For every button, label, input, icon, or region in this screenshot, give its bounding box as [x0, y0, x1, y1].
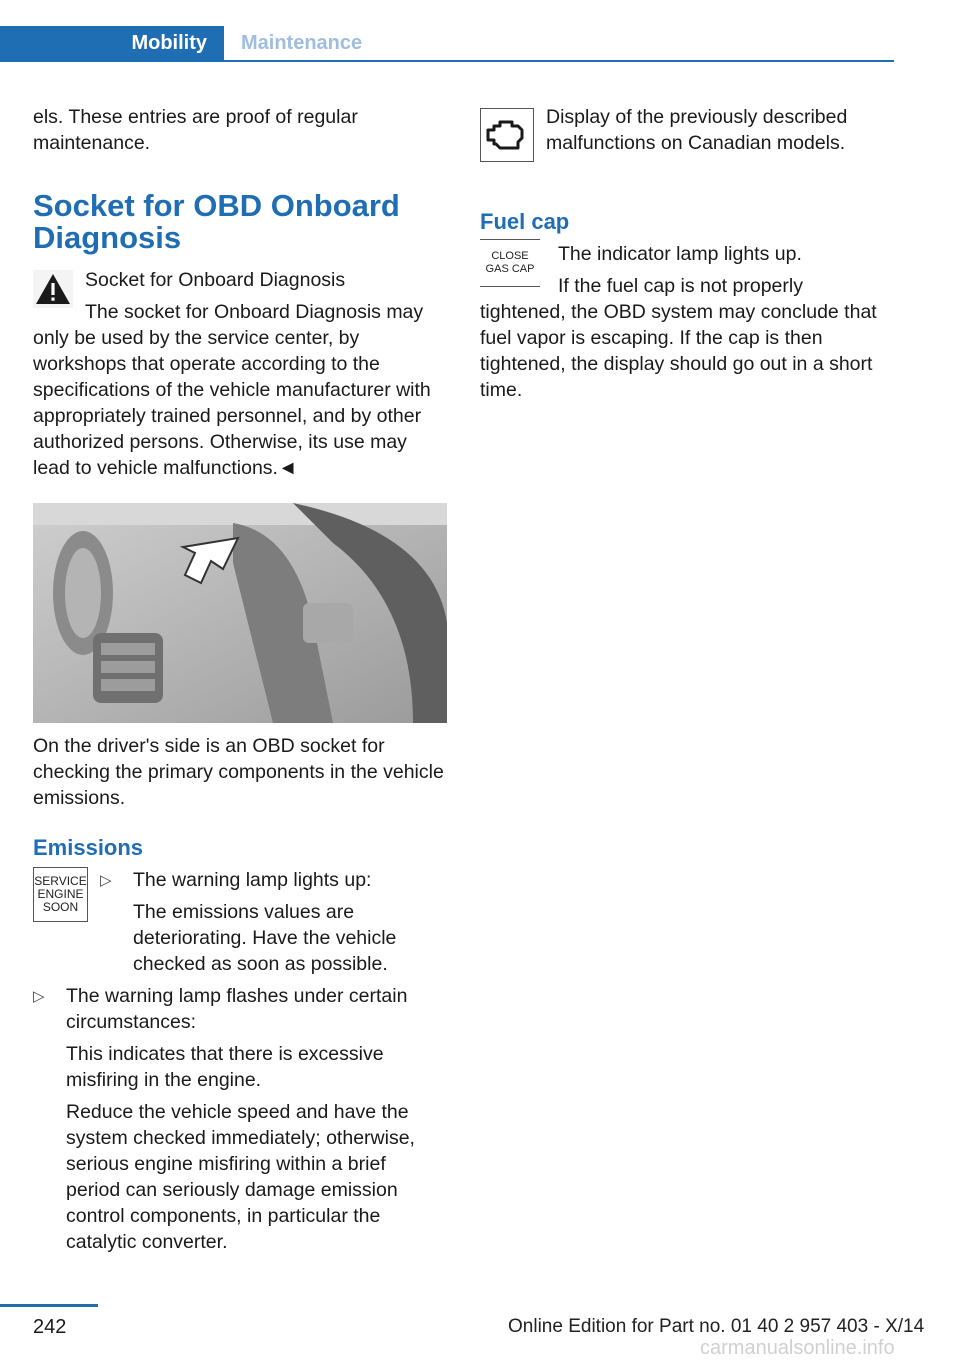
close-gas-cap-icon	[480, 239, 540, 287]
header-tabs	[0, 26, 894, 62]
icon-label-line: SERVICE	[34, 874, 87, 888]
warning-triangle-icon	[33, 267, 85, 315]
canadian-block	[480, 104, 894, 156]
left-column	[33, 104, 445, 1255]
warning-block	[33, 267, 445, 481]
bullet-lead: The warning lamp lights up:	[133, 869, 372, 891]
list-item	[33, 983, 445, 1255]
service-engine-soon-icon	[33, 867, 88, 922]
canadian-text: Display of the previously described malfunctions on Canadian models.	[546, 106, 848, 154]
bullet-lead: The warning lamp flashes under certain circumstances:	[66, 985, 408, 1033]
list-item	[33, 867, 445, 977]
fuel-lamp-text: The indicator lamp lights up.	[558, 243, 802, 265]
tab-mobility[interactable]	[0, 26, 224, 60]
bullet-triangle-icon: ▷	[33, 988, 45, 1005]
bullet-para: Reduce the vehicle speed and have the system checked immediately; otherwise, serious engine misfiring within a brief period can seriously damage emission control components, in particular the catalytic converter.	[66, 1101, 415, 1253]
obd-photo	[33, 503, 445, 723]
bullet-triangle-icon: ▷	[100, 872, 112, 889]
edition-text: Online Edition for Part no. 01 40 2 957 403 - X/14	[508, 1316, 925, 1337]
icon-label-line: ENGINE	[37, 887, 84, 901]
list-item-body	[133, 867, 445, 977]
icon-label-line: CLOSE	[491, 250, 529, 262]
footer-rule	[0, 1304, 98, 1307]
warning-text: The socket for Onboard Diagnosis may only be used by the service center, by workshops that operate according to the specifications of the vehicle manufacturer with appropriately trained personnel, and by other authorized persons. Otherwise, its use may lead to vehicle malfunctions.◄	[33, 301, 431, 479]
warning-title: Socket for Onboard Diagnosis	[85, 269, 346, 291]
fuel-cap-block	[480, 241, 894, 403]
section-title: Socket for OBD Onboard Diagnosis	[33, 188, 400, 255]
watermark-text: carmanualsonline.info	[700, 1337, 895, 1359]
page-number: 242	[33, 1316, 67, 1338]
icon-label-line: SOON	[42, 900, 79, 914]
right-column	[480, 104, 894, 403]
bullet-para: This indicates that there is excessive misfiring in the engine.	[66, 1043, 384, 1091]
icon-label-line: GAS CAP	[485, 263, 535, 275]
fuel-cap-text: If the fuel cap is not properly tightened, the OBD system may conclude that fuel vapor is escaping. If the cap is then tightened, the display should go out in a short time.	[480, 275, 877, 401]
emissions-title: Emissions	[33, 835, 144, 860]
fuel-cap-title: Fuel cap	[480, 209, 570, 234]
photo-caption: On the driver's side is an OBD socket for checking the primary components in the vehicle emissions.	[33, 735, 444, 809]
intro-text: els. These entries are proof of regular maintenance.	[33, 106, 358, 154]
tab-maintenance[interactable]	[224, 26, 362, 60]
bullet-para: The emissions values are deteriorating. Have the vehicle checked as soon as possible.	[133, 901, 397, 975]
list-item-body	[66, 983, 445, 1255]
header-rule	[0, 60, 894, 62]
tab-mobility-label: Mobility	[131, 31, 207, 54]
tab-maintenance-label: Maintenance	[241, 31, 363, 54]
emissions-list	[33, 867, 445, 1255]
check-engine-icon	[480, 108, 534, 169]
